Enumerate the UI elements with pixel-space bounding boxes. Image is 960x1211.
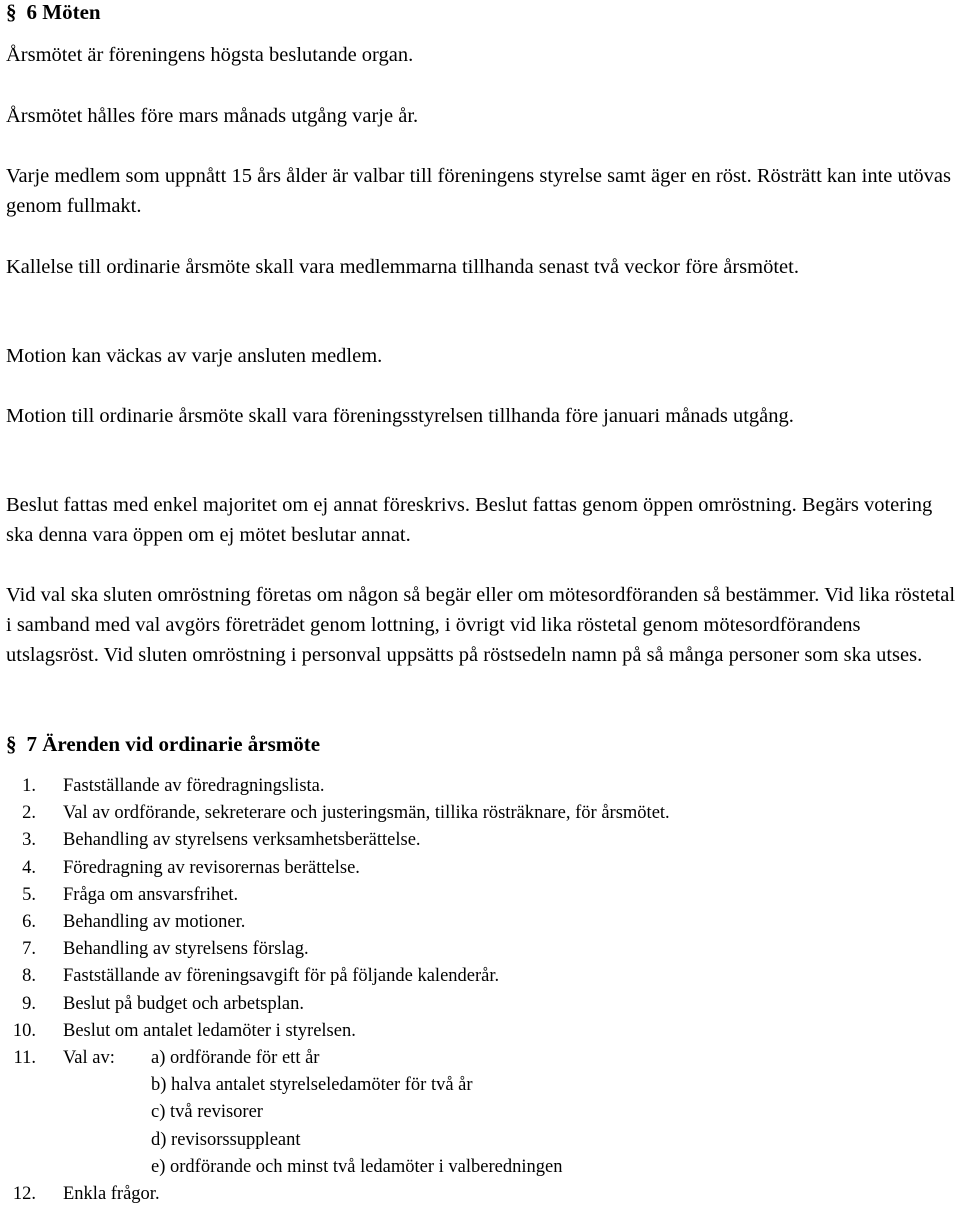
list-item-text: Behandling av styrelsens verksamhetsberättelse. (63, 830, 421, 851)
list-item-text: Föredragning av revisorernas berättelse. (63, 857, 360, 878)
list-item-text: Behandling av motioner. (63, 912, 246, 933)
val-av-subitem: d) revisorssuppleant (151, 1129, 301, 1150)
val-av-subitem: b) halva antalet styrelseledamöter för två år (151, 1075, 473, 1096)
section-6-title: 6 Möten (26, 0, 101, 24)
section-symbol: § (6, 0, 17, 24)
list-item-number: 10. (12, 1020, 36, 1041)
list-item (6, 936, 670, 963)
val-av-subitem: a) ordförande för ett år (151, 1048, 320, 1069)
val-av-subitem: e) ordförande och minst två ledamöter i valberedningen (151, 1156, 563, 1177)
val-av-block (63, 1045, 562, 1181)
paragraph-motion-right: Motion kan väckas av varje ansluten medlem. (6, 345, 383, 367)
list-item (6, 963, 670, 990)
agenda-list (6, 773, 670, 1208)
paragraph-voting-rights: Varje medlem som uppnått 15 års ålder är valbar till föreningens styrelse samt äger en röst. Rösträtt kan inte utövas genom fullmakt. (6, 165, 952, 217)
list-item (6, 909, 670, 936)
paragraph-decisions: Beslut fattas med enkel majoritet om ej annat föreskrivs. Beslut fattas genom öppen omröstning. Begärs votering ska denna vara öppen om ej mötet beslutar annat. (6, 494, 933, 546)
paragraph-annual-meeting-organ: Årsmötet är föreningens högsta beslutande organ. (6, 44, 414, 66)
val-av-subitem: c) två revisorer (151, 1102, 263, 1123)
list-item-text: Enkla frågor. (63, 1184, 160, 1205)
list-item (6, 773, 670, 800)
section-6-heading (6, 0, 101, 24)
list-item (6, 882, 670, 909)
list-item (6, 855, 670, 882)
list-item-number: 11. (13, 1048, 36, 1069)
list-item-val-av (6, 1045, 670, 1181)
section-7-title: 7 Ärenden vid ordinarie årsmöte (26, 732, 321, 756)
list-item-text: Beslut på budget och arbetsplan. (63, 993, 304, 1014)
paragraph-notice: Kallelse till ordinarie årsmöte skall vara medlemmarna tillhanda senast två veckor före årsmötet. (6, 256, 799, 278)
list-item-number: 2. (22, 803, 36, 824)
list-item-text: Fastställande av föredragningslista. (63, 776, 325, 796)
list-item-number: 4. (22, 857, 36, 878)
list-item-number: 1. (22, 776, 36, 796)
list-item-number: 9. (22, 993, 36, 1014)
list-item (6, 1181, 670, 1208)
list-item-text: Val av ordförande, sekreterare och justeringsmän, tillika rösträknare, för årsmötet. (63, 803, 670, 824)
list-item-number: 6. (22, 912, 36, 933)
list-item-number: 8. (22, 966, 36, 987)
paragraph-meeting-timing: Årsmötet hålles före mars månads utgång varje år. (6, 105, 419, 127)
list-item-number: 7. (22, 939, 36, 960)
section-symbol: § (6, 732, 17, 756)
list-item-text: Behandling av styrelsens förslag. (63, 939, 309, 960)
list-item-text: Fastställande av föreningsavgift för på följande kalenderår. (63, 966, 500, 987)
paragraph-elections: Vid val ska sluten omröstning företas om någon så begär eller om mötesordföranden så bestämmer. Vid lika röstetal i samband med val avgörs företrädet genom lottning, i övrigt vid lika röstetal genom mötesordförandens utslagsröst. Vid sluten omröstning i personval uppsätts på röstsedeln namn på så många personer som ska utses. (6, 584, 956, 666)
list-item-text: Fråga om ansvarsfrihet. (63, 884, 239, 905)
section-7-heading (6, 732, 320, 756)
list-item (6, 991, 670, 1018)
list-item-number: 3. (22, 830, 36, 851)
list-item-number: 12. (12, 1184, 36, 1205)
list-item (6, 827, 670, 854)
paragraph-motion-deadline: Motion till ordinarie årsmöte skall vara föreningsstyrelsen tillhanda före januari månads utgång. (6, 405, 794, 427)
list-item-text: Beslut om antalet ledamöter i styrelsen. (63, 1020, 356, 1041)
val-av-label: Val av: (63, 1048, 115, 1069)
list-item (6, 1018, 670, 1045)
list-item (6, 800, 670, 827)
list-item-number: 5. (22, 884, 36, 905)
